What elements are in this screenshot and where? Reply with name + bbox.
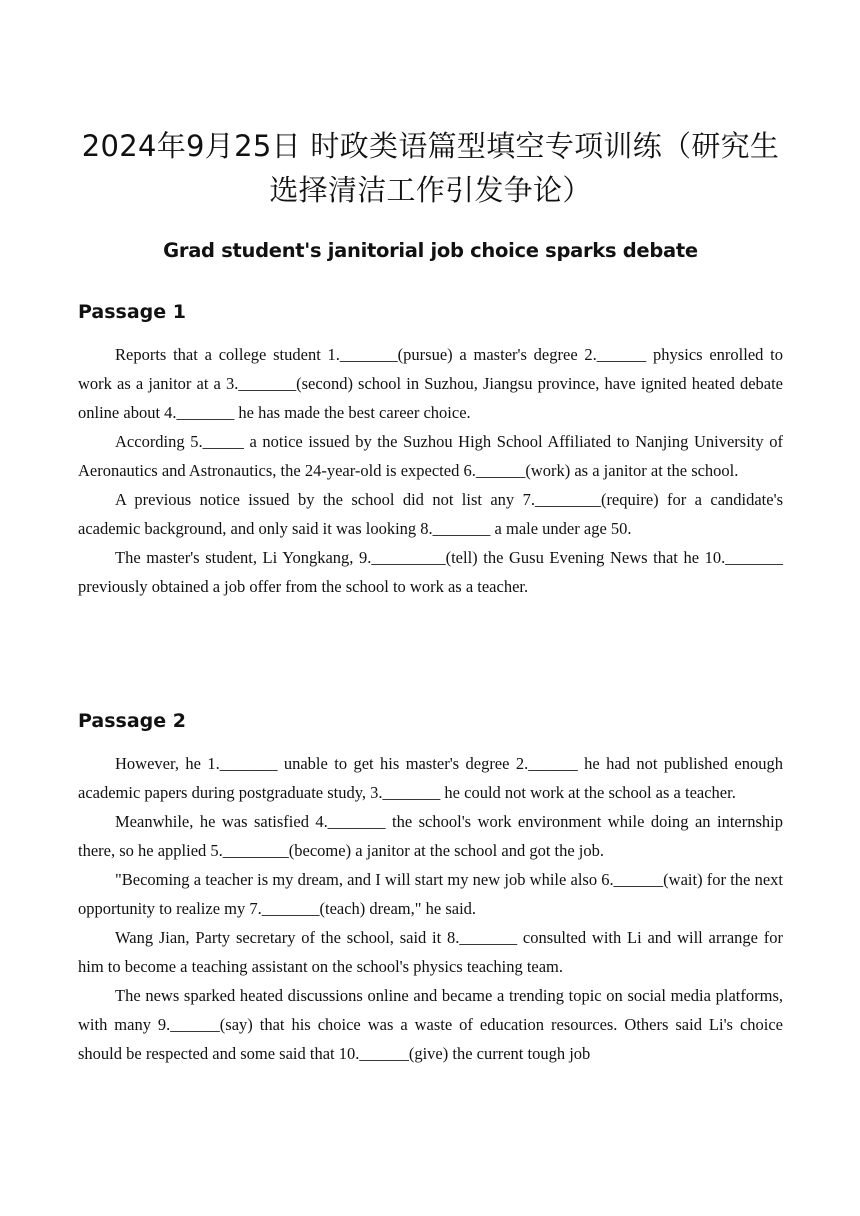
passage-1-paragraph: According 5._____ a notice issued by the Suzhou High School Affiliated to Nanjing University of Aeronautics and Astronautics, the 24-year-old is expected 6.______(work) as a janitor at the school.	[78, 432, 783, 480]
passage-1-paragraph: The master's student, Li Yongkang, 9._________(tell) the Gusu Evening News that he 10._______ previously obtained a job offer from the school to work as a teacher.	[78, 548, 783, 596]
passage-1-paragraph: A previous notice issued by the school did not list any 7.________(require) for a candidate's academic background, and only said it was looking 8._______ a male under age 50.	[78, 490, 783, 538]
passage-2-body	[78, 749, 783, 1068]
passage-2-paragraph: "Becoming a teacher is my dream, and I will start my new job while also 6.______(wait) for the next opportunity to realize my 7._______(teach) dream," he said.	[78, 870, 783, 918]
passage-2-paragraph: The news sparked heated discussions online and became a trending topic on social media platforms, with many 9.______(say) that his choice was a waste of education resources. Others said Li's choice should be respected and some said that 10.______(give) the current tough job	[78, 986, 783, 1063]
passage-1-body	[78, 340, 783, 601]
passage-2-paragraph: Wang Jian, Party secretary of the school, said it 8._______ consulted with Li and will arrange for him to become a teaching assistant on the school's physics teaching team.	[78, 928, 783, 976]
passage-1-heading: Passage 1	[78, 301, 186, 323]
passage-1-paragraph: Reports that a college student 1._______(pursue) a master's degree 2.______ physics enrolled to work as a janitor at a 3._______(second) school in Suzhou, Jiangsu province, have ignited heated debate online about 4._______ he has made the best career choice.	[78, 345, 783, 422]
passage-2-heading: Passage 2	[78, 710, 186, 732]
page-title: 2024年9月25日 时政类语篇型填空专项训练（研究生选择清洁工作引发争论）	[81, 129, 780, 207]
passage-2-paragraph: However, he 1._______ unable to get his master's degree 2.______ he had not published enough academic papers during postgraduate study, 3._______ he could not work at the school as a teacher.	[78, 754, 783, 802]
passage-2-paragraph: Meanwhile, he was satisfied 4._______ the school's work environment while doing an internship there, so he applied 5.________(become) a janitor at the school and got the job.	[78, 812, 783, 860]
page-subtitle: Grad student's janitorial job choice sparks debate	[163, 239, 698, 262]
